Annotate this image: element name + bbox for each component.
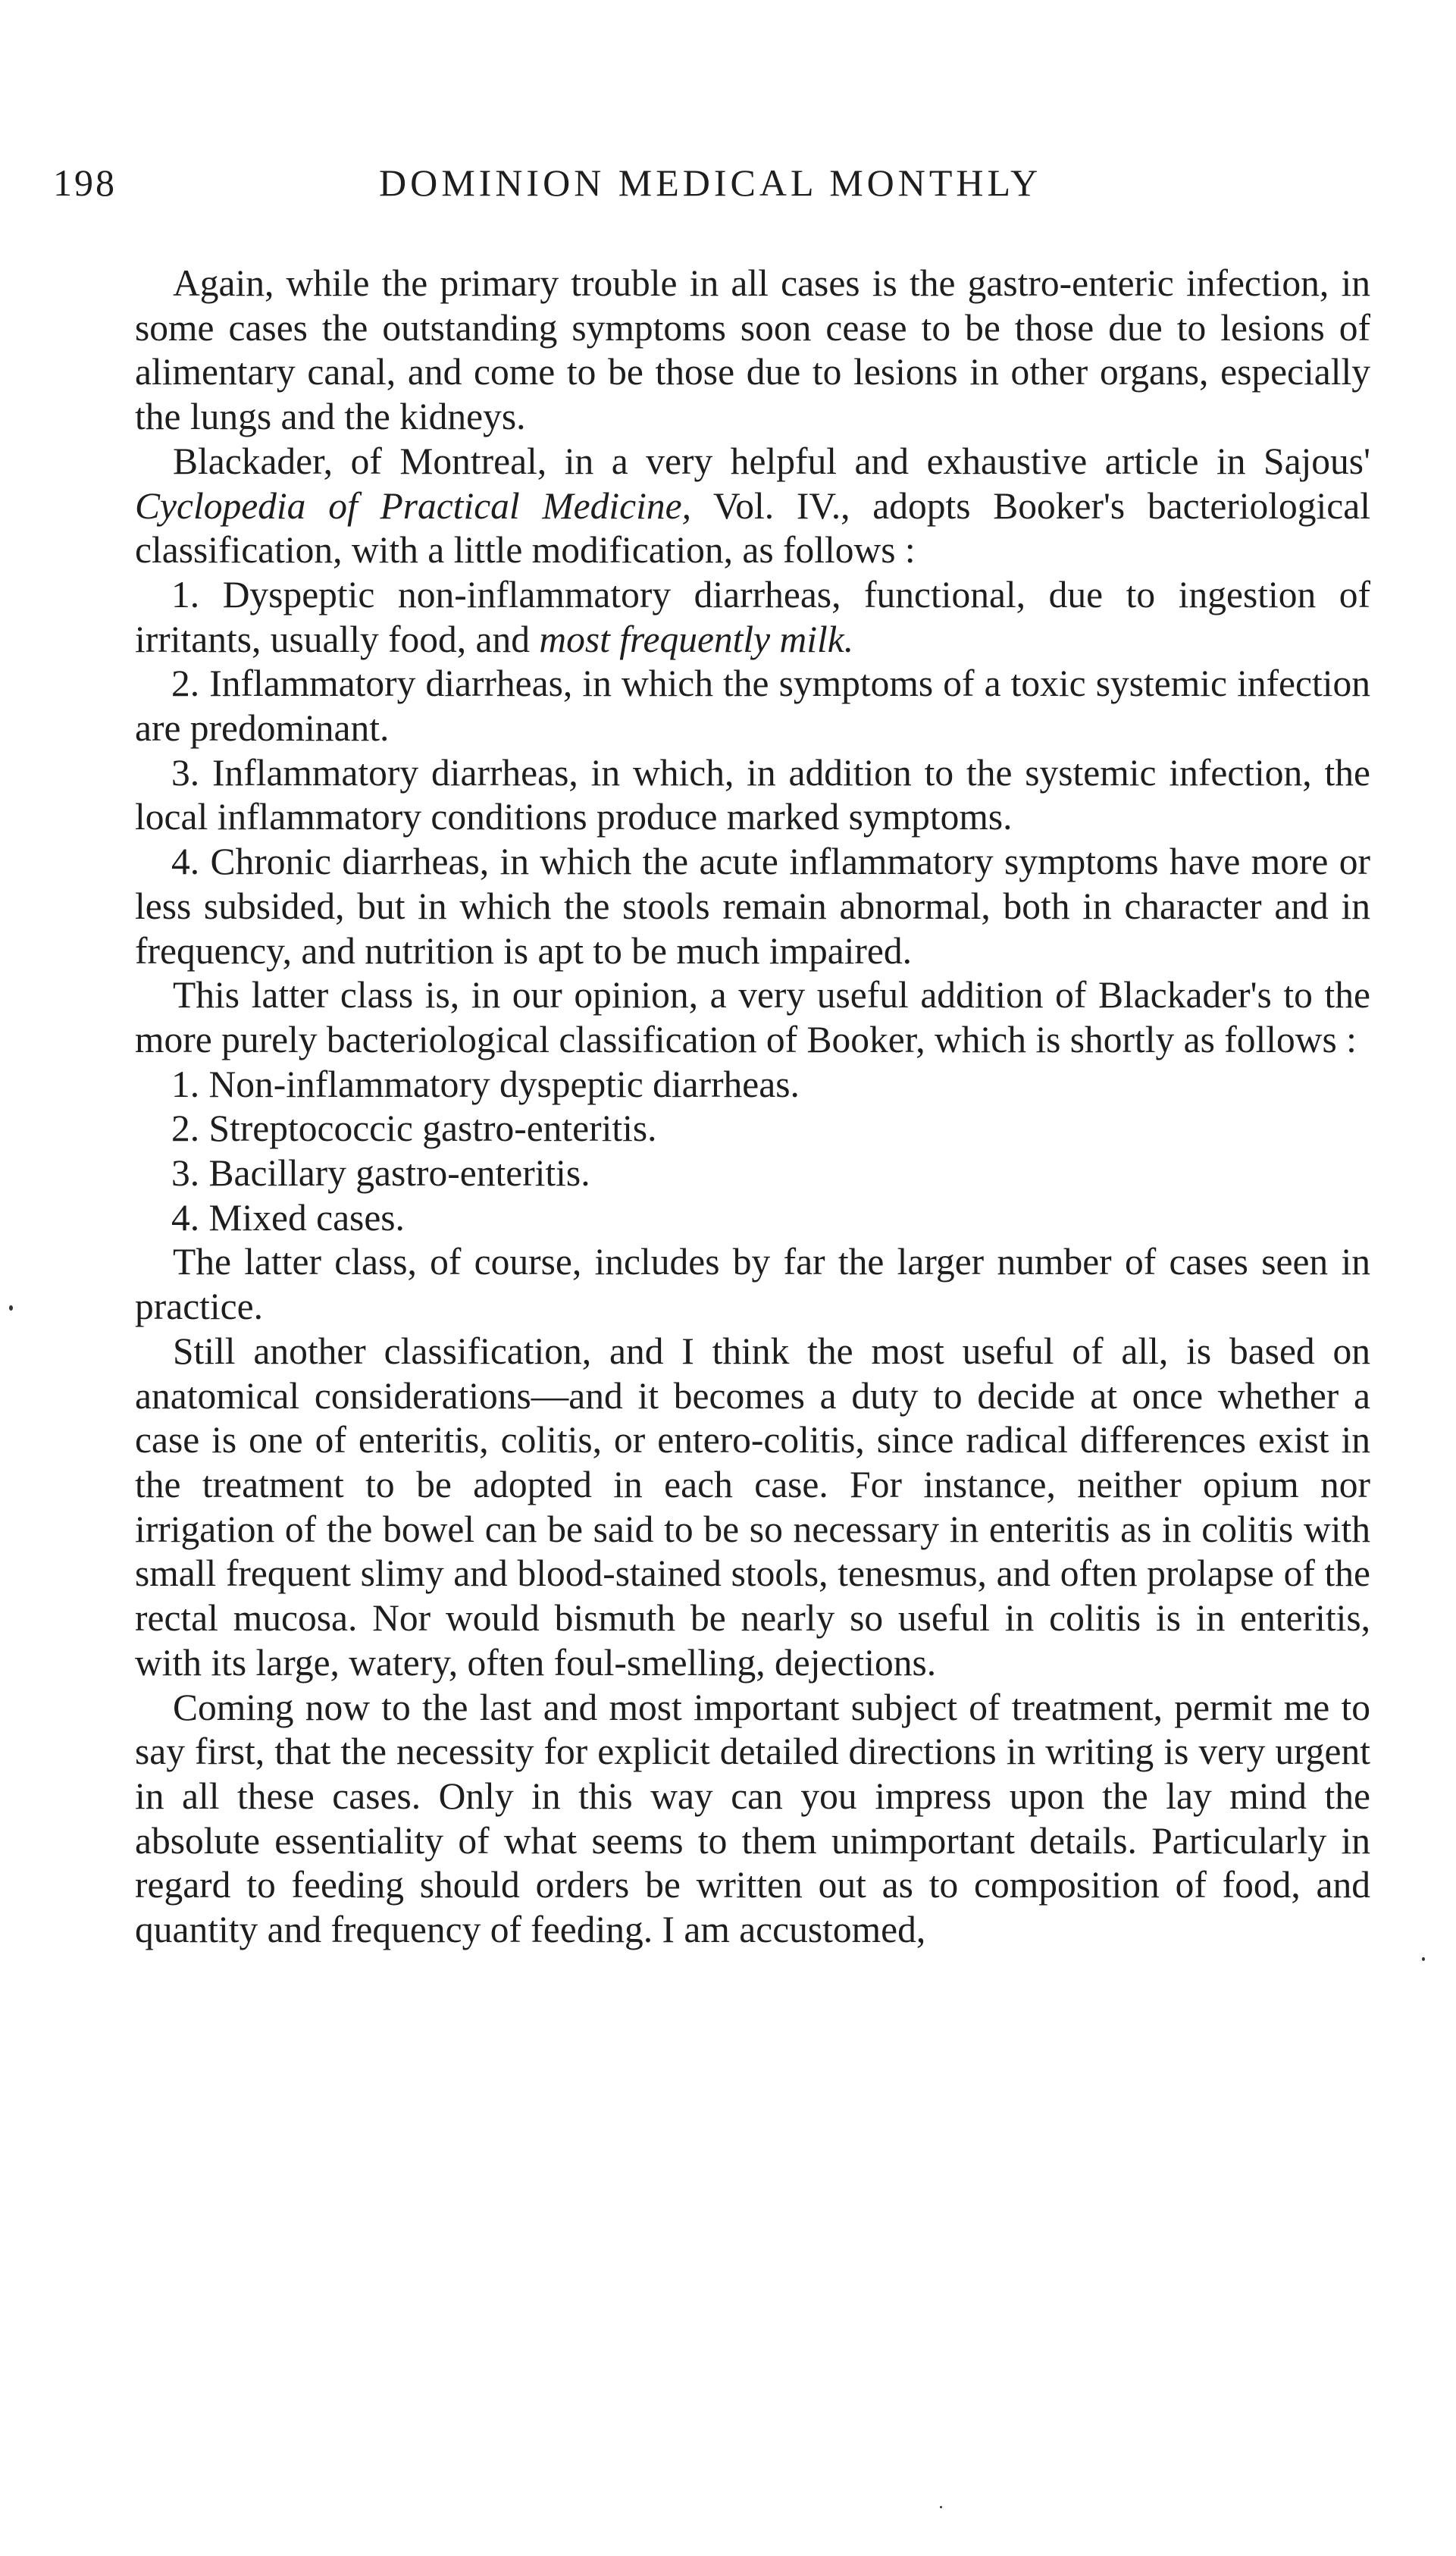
list-item: [135, 662, 1370, 750]
list-item-text: Inflammatory diarrheas, in which the symptoms of a toxic systemic infection are predominant.: [135, 662, 1371, 750]
list-item: [135, 1151, 1370, 1196]
list-item: [135, 840, 1370, 973]
paragraph-practice: The latter class, of course, includes by far the larger number of cases seen in practice.: [135, 1241, 1370, 1328]
paragraph-infection: Again, while the primary trouble in all cases is the gastro-enteric infection, in some cases the outstanding symptoms soon cease to be those due to lesions of alimentary canal, and come to be those due to lesions in other organs, especially the lungs and the kidneys.: [135, 262, 1370, 438]
list-item-number: 2.: [171, 662, 200, 705]
journal-title: DOMINION MEDICAL MONTHLY: [379, 161, 1042, 204]
list-item-number: 2.: [171, 1107, 200, 1150]
ink-speck: [1422, 1957, 1425, 1961]
ink-speck: [940, 2506, 942, 2508]
paragraph-latter-class: This latter class is, in our opinion, a very useful addition of Blackader's to the more purely bacteriological classification of Booker, which is shortly as follows :: [135, 974, 1370, 1060]
paragraph-treatment: Coming now to the last and most important subject of treatment, permit me to say first, that the necessity for explicit detailed directions in writing is very urgent in all these cases. Only in this way can you impress upon the lay mind the absolute essentiality of what seems to them unimportant details. Particularly in regard to feeding should orders be written out as to composition of food, and quantity and frequency of feeding. I am accustomed,: [135, 1686, 1370, 1951]
list-item: [135, 1196, 1370, 1241]
book-title: Cyclopedia of Practical Medicine,: [135, 484, 691, 527]
list-item-number: 4.: [171, 841, 200, 883]
running-head: [53, 161, 1379, 206]
list-item-number: 3.: [171, 1152, 200, 1195]
list-item-number: 1.: [171, 1063, 200, 1105]
list-item-text: Non-inflammatory dyspeptic diarrheas.: [208, 1063, 800, 1105]
list-item: [135, 751, 1370, 840]
paragraph-blackader-outro: Vol. IV., adopts Booker's bacteriological classification, with a little modification, as follows :: [135, 484, 1370, 572]
paragraph-blackader-intro: Blackader, of Montreal, in a very helpful and exhaustive article in Sajous': [173, 440, 1370, 482]
list-item: [135, 573, 1370, 662]
list-item: [135, 1063, 1370, 1107]
list-item-text: Dyspeptic non-inflammatory diarrheas, functional, due to ingestion of irritants, usually food, and: [135, 573, 1371, 660]
list-item-text: Mixed cases.: [208, 1196, 405, 1239]
paragraph-blackader: [135, 440, 1370, 573]
paragraph-anatomical: Still another classification, and I think the most useful of all, is based on anatomical considerations—and it becomes a duty to decide at once whether a case is one of enteritis, colitis, or entero-colitis, since radical differences exist in the treatment to be adopted in each case. For instance, neither opium nor irrigation of the bowel can be said to be so necessary in enteritis as in colitis with small frequent slimy and blood-stained stools, tenesmus, and often prolapse of the rectal mucosa. Nor would bismuth be nearly so useful in colitis is in enteritis, with its large, watery, often foul-smelling, dejections.: [135, 1330, 1370, 1684]
list-item-text: Streptococcic gastro-enteritis.: [208, 1107, 657, 1150]
list-item-text: Chronic diarrheas, in which the acute inflammatory symptoms have more or less subsided, but in which the stools remain abnormal, both in character and in frequency, and nutrition is apt to be much impaired.: [135, 841, 1370, 972]
list-item-number: 3.: [171, 751, 200, 794]
ink-speck: [9, 1305, 13, 1311]
article-body: [135, 262, 1370, 1953]
list-item-number: 1.: [171, 573, 200, 616]
list-item-emphasis: most frequently milk.: [539, 618, 854, 660]
list-item-text: Bacillary gastro-enteritis.: [208, 1152, 590, 1195]
list-item: [135, 1107, 1370, 1151]
list-item-number: 4.: [171, 1196, 200, 1239]
list-item-text: Inflammatory diarrheas, in which, in addition to the systemic infection, the local inflammatory conditions produce marked symptoms.: [135, 751, 1370, 838]
page-number: 198: [53, 161, 117, 204]
